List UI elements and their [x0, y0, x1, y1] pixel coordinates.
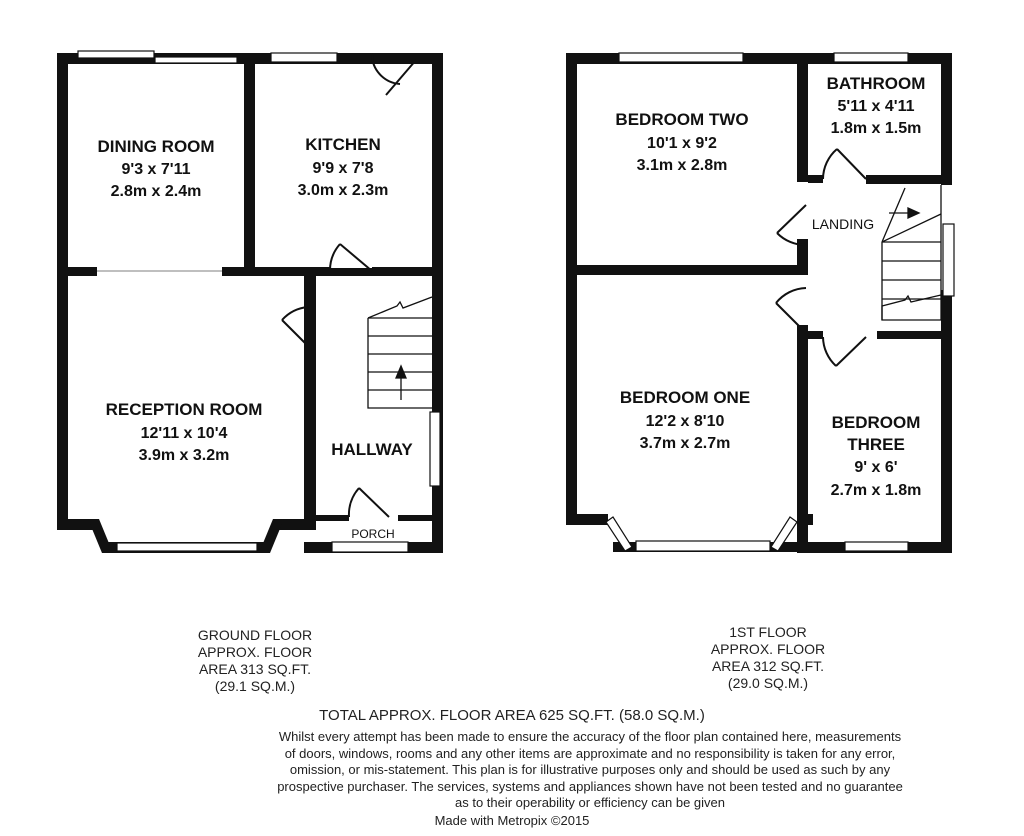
kitchen-metric: 3.0m x 2.3m — [297, 182, 389, 199]
reception-room-name: RECEPTION ROOM — [105, 400, 263, 419]
first-floor-staircase — [882, 185, 941, 320]
ground-floor-note-line3: AREA 313 SQ.FT. — [198, 661, 312, 677]
ground-floor-note-line1: GROUND FLOOR — [197, 627, 313, 643]
bedroom-one-imperial: 12'2 x 8'10 — [645, 413, 725, 430]
first-floor-area-note — [683, 624, 853, 692]
bathroom-metric: 1.8m x 1.5m — [830, 120, 922, 137]
bathroom-imperial: 5'11 x 4'11 — [837, 98, 915, 115]
bedroom-one-name: BEDROOM ONE — [619, 388, 751, 407]
disclaimer-line: Whilst every attempt has been made to ensure the accuracy of the floor plan contained here, measurements — [278, 729, 902, 744]
total-floor-area: TOTAL APPROX. FLOOR AREA 625 SQ.FT. (58.0 SQ.M.) — [319, 707, 705, 724]
ground-floor-note-line2: APPROX. FLOOR — [197, 644, 313, 660]
reception-room-imperial: 12'11 x 10'4 — [140, 425, 228, 442]
ground-floor-room-labels — [97, 135, 413, 541]
ground-floor-area-note — [170, 627, 340, 695]
ground-floor-windows — [78, 51, 440, 552]
kitchen-name: KITCHEN — [305, 135, 381, 154]
bedroom-one-metric: 3.7m x 2.7m — [639, 435, 731, 452]
bathroom-name: BATHROOM — [826, 74, 926, 93]
ground-floor-staircase — [368, 297, 432, 408]
first-floor-note-line2: APPROX. FLOOR — [710, 641, 826, 657]
first-floor-note-line1: 1ST FLOOR — [729, 624, 807, 640]
hallway-name: HALLWAY — [331, 440, 413, 459]
dining-room-metric: 2.8m x 2.4m — [110, 183, 202, 200]
first-floor-plan — [566, 53, 954, 553]
bedroom-two-name: BEDROOM TWO — [615, 110, 749, 129]
first-floor-note-line4: (29.0 SQ.M.) — [727, 675, 809, 691]
bedroom-two-metric: 3.1m x 2.8m — [636, 157, 728, 174]
kitchen-imperial: 9'9 x 7'8 — [312, 160, 374, 177]
landing-name: LANDING — [811, 216, 875, 232]
bedroom-three-metric: 2.7m x 1.8m — [830, 482, 922, 499]
disclaimer-text — [200, 729, 980, 812]
bedroom-three-name-line1: BEDROOM — [831, 413, 921, 432]
first-floor-room-labels — [615, 74, 925, 499]
dining-room-imperial: 9'3 x 7'11 — [121, 161, 191, 178]
ground-floor-plan — [57, 51, 443, 553]
bedroom-two-imperial: 10'1 x 9'2 — [647, 135, 717, 152]
first-floor-note-line3: AREA 312 SQ.FT. — [711, 658, 825, 674]
disclaimer-line: omission, or mis-statement. This plan is for illustrative purposes only and should be used as such by any — [289, 762, 891, 777]
dining-room-name: DINING ROOM — [97, 137, 215, 156]
disclaimer-line: of doors, windows, rooms and any other items are approximate and no responsibility is taken for any error, — [284, 745, 896, 761]
bedroom-three-imperial: 9' x 6' — [854, 459, 898, 476]
reception-room-metric: 3.9m x 3.2m — [138, 447, 230, 464]
disclaimer-line: as to their operability or efficiency can be given — [454, 795, 726, 810]
bedroom-three-name-line2: THREE — [847, 435, 905, 454]
disclaimer-line: prospective purchaser. The services, systems and appliances shown have not been tested and no guarantee — [277, 778, 903, 794]
made-with-credit: Made with Metropix ©2015 — [434, 813, 590, 828]
ground-floor-note-line4: (29.1 SQ.M.) — [214, 678, 296, 694]
porch-name: PORCH — [351, 527, 395, 541]
